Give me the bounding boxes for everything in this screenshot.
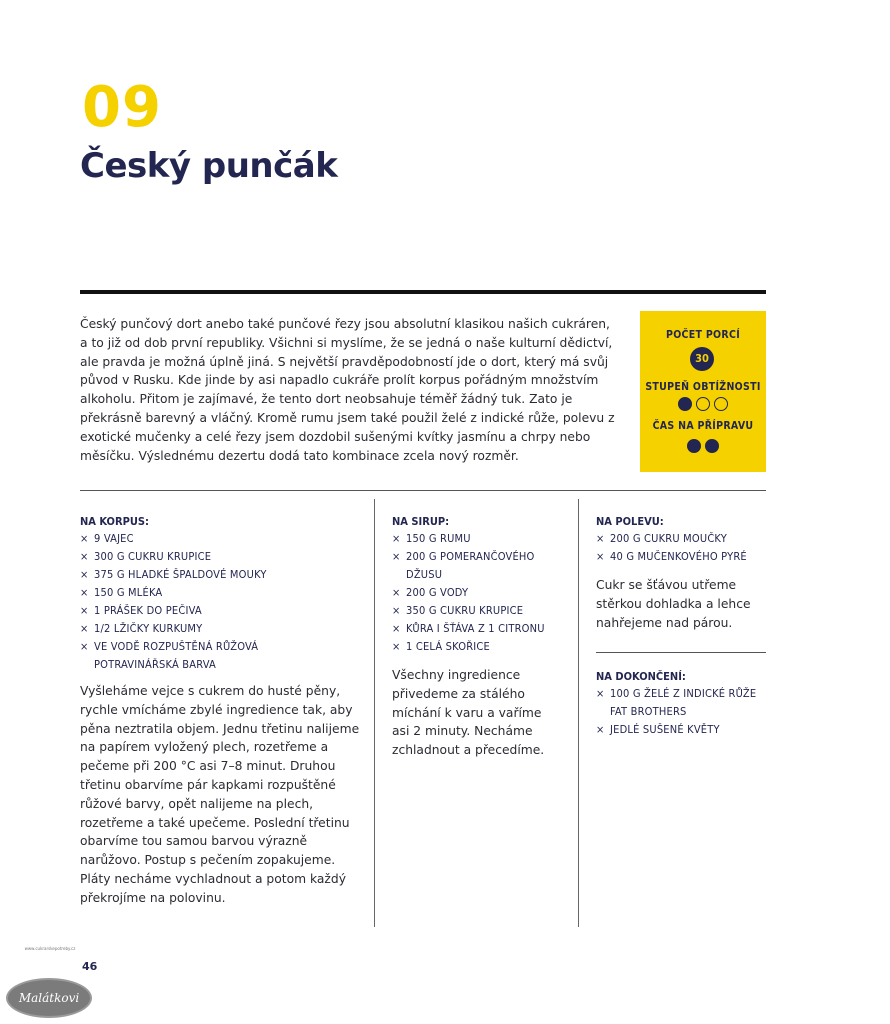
ingredient-item: × KŮRA I ŠŤÁVA Z 1 CITRONU: [392, 620, 567, 638]
time-dot-filled: [687, 439, 701, 453]
korpus-heading: NA KORPUS:: [80, 515, 149, 528]
difficulty-dot-empty: [696, 397, 710, 411]
watermark-url: www.cukrarskepotreby.cz: [24, 946, 76, 951]
ingredient-item: × 100 G ŽELÉ Z INDICKÉ RŮŽE FAT BROTHERS: [596, 685, 760, 721]
ingredient-item: × 200 G CUKRU MOUČKY: [596, 530, 766, 548]
ingredient-item: × 200 G POMERANČOVÉHO DŽUSU: [392, 548, 567, 584]
time-dot-filled: [705, 439, 719, 453]
ingredient-item: × 200 G VODY: [392, 584, 567, 602]
sirup-column: [392, 514, 567, 760]
difficulty-dot-empty: [714, 397, 728, 411]
ingredient-item: × JEDLÉ SUŠENÉ KVĚTY: [596, 721, 766, 739]
portions-badge: 30: [690, 347, 714, 371]
column-divider: [374, 499, 375, 927]
ingredient-item: × 300 G CUKRU KRUPICE: [80, 548, 360, 566]
watermark-logo: Malátkovi: [6, 978, 92, 1018]
ingredient-item: × 9 VAJEC: [80, 530, 360, 548]
ingredient-item: × 1/2 LŽIČKY KURKUMY: [80, 620, 360, 638]
poleva-divider: [596, 652, 766, 653]
korpus-ingredients: [80, 530, 360, 674]
poleva-ingredients: [596, 530, 766, 566]
korpus-method: Vyšleháme vejce s cukrem do husté pěny, rychle vmícháme zbylé ingredience tak, aby pěna neztratila objem. Jednu třetinu nalijeme na papírem vyložený plech, rozetřeme a pečeme při 200 °C asi 7–8 minut. Druhou třetinu obarvíme pár kapkami rozpuštěné růžové barvy, opět nalijeme na plech, rozetřeme a také upečeme. Poslední třetinu obarvíme tou samou barvou výrazně narůžovo. Postup s pečením zopakujeme. Pláty necháme vychladnout a potom každý překrojíme na polovinu.: [80, 684, 360, 905]
section-divider: [80, 490, 766, 491]
dokonceni-ingredients: [596, 685, 766, 739]
recipe-info-box: [640, 311, 766, 472]
page-number: 46: [82, 960, 98, 973]
difficulty-rating: [640, 397, 766, 411]
dokonceni-heading: NA DOKONČENÍ:: [596, 670, 686, 684]
time-rating: [640, 439, 766, 453]
sirup-heading: NA SIRUP:: [392, 515, 450, 528]
recipe-number: 09: [82, 75, 162, 140]
ingredient-item: × 1 PRÁŠEK DO PEČIVA: [80, 602, 360, 620]
poleva-heading: NA POLEVU:: [596, 515, 664, 528]
sirup-method: Všechny ingredience přivedeme za stálého míchání k varu a vaříme asi 2 minuty. Necháme zchladnout a přecedíme.: [392, 668, 545, 758]
difficulty-label: STUPEŇ OBTÍŽNOSTI: [645, 381, 761, 393]
ingredient-item: × 350 G CUKRU KRUPICE: [392, 602, 567, 620]
ingredient-item: × 375 G HLADKÉ ŠPALDOVÉ MOUKY: [80, 566, 360, 584]
korpus-column: [80, 514, 360, 908]
ingredient-item: × 150 G MLÉKA: [80, 584, 360, 602]
ingredient-item: × 150 G RUMU: [392, 530, 567, 548]
poleva-column: [596, 514, 766, 739]
recipe-title: Český punčák: [80, 146, 338, 186]
sirup-ingredients: [392, 530, 567, 656]
ingredient-item: × VE VODĚ ROZPUŠTĚNÁ RŮŽOVÁ POTRAVINÁŘSKÁ BARVA: [80, 638, 264, 674]
portions-label: POČET PORCÍ: [665, 329, 741, 341]
intro-paragraph: Český punčový dort anebo také punčové řezy jsou absolutní klasikou našich cukráren, a to již od dob první republiky. Všichni si myslíme, že se jedná o naše kulturní dědictví, ale pravda je možná úplně jiná. S největší pravděpodobností jde o dort, který má svůj původ v Rusku. Kde jinde by asi napadlo cukráře prolít korpus pořádným množstvím alkoholu. Přitom je zajímavé, že tento dort neobsahuje téměř žádný tuk. Zato je překrásně barevný a vláčný. Kromě rumu jsem také použil želé z indické růže, polevu z exotické mučenky a celé řezy jsem dozdobil sušenými kvítky jasmínu a chrpy nebo měsíčku. Výslednému dezertu dodá tato kombinace zcela nový rozměr.: [80, 317, 615, 463]
difficulty-dot-filled: [678, 397, 692, 411]
ingredient-item: × 40 G MUČENKOVÉHO PYRÉ: [596, 548, 766, 566]
time-label: ČAS NA PŘÍPRAVU: [652, 420, 754, 432]
column-divider: [578, 499, 579, 927]
top-divider: [80, 290, 766, 294]
ingredient-item: × 1 CELÁ SKOŘICE: [392, 638, 567, 656]
poleva-method: Cukr se šťávou utřeme stěrkou dohladka a lehce nahřejeme nad párou.: [596, 578, 751, 630]
